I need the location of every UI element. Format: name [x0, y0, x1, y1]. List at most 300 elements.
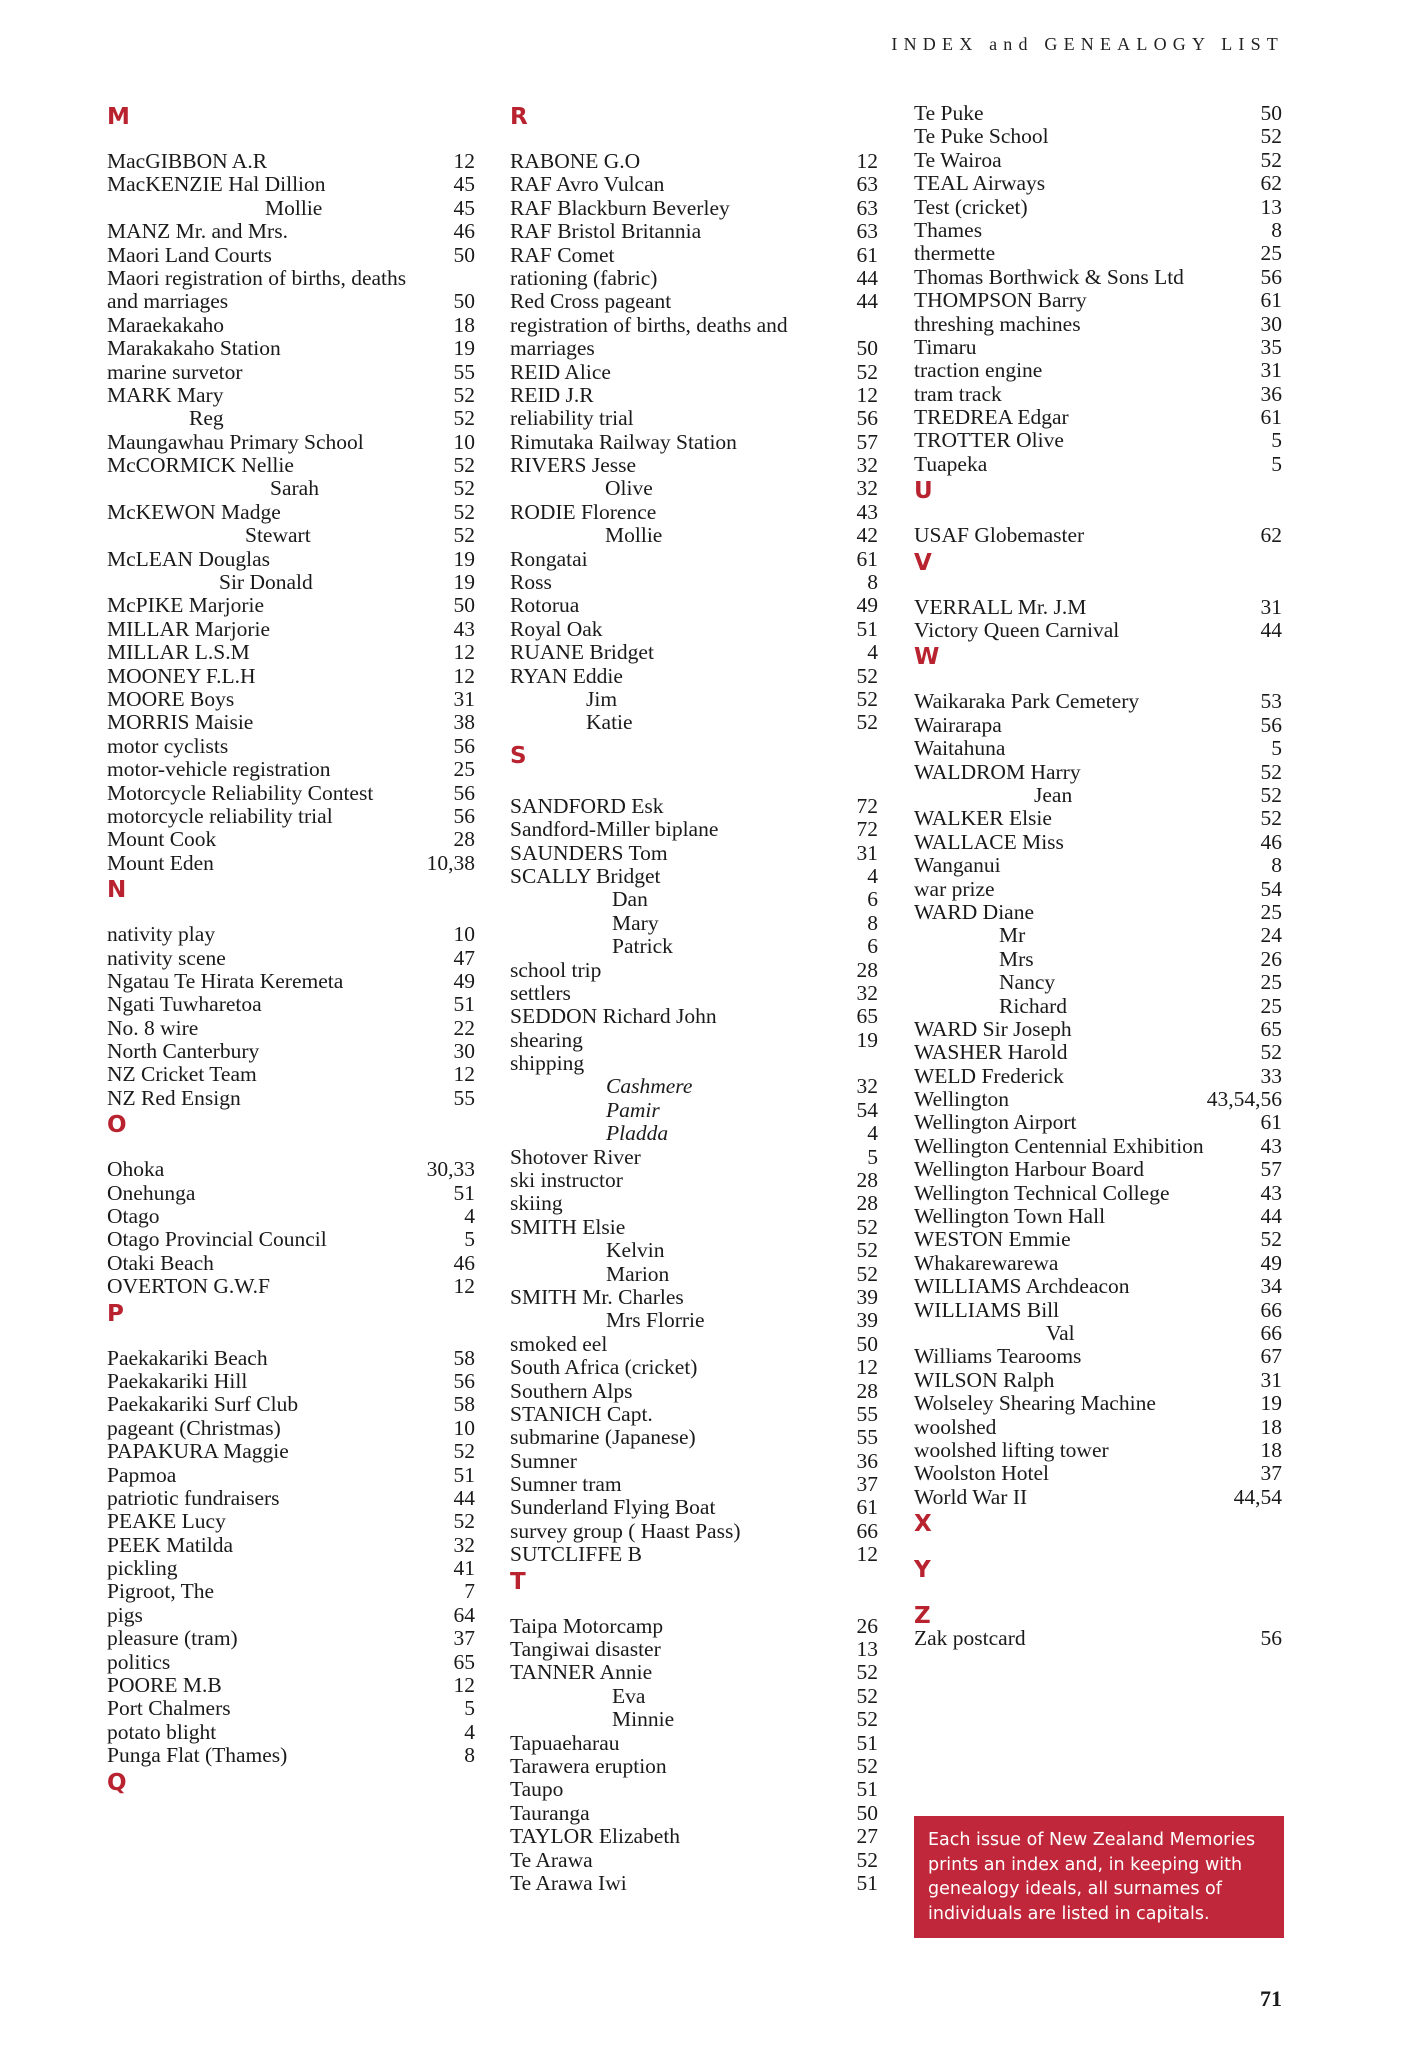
index-entry: [510, 548, 878, 571]
index-entry: [510, 1099, 878, 1122]
entry-pages: 43: [453, 616, 475, 641]
entry-pages: 61: [1260, 288, 1282, 313]
entry-pages: 56: [856, 406, 878, 431]
index-entry: [914, 737, 1282, 760]
entry-pages: 5: [464, 1227, 475, 1252]
index-entry: [914, 1627, 1282, 1650]
entry-pages: 44: [1260, 618, 1282, 643]
entry-pages: 50: [856, 1800, 878, 1825]
entry-pages: 32: [856, 980, 878, 1005]
entry-term: threshing machines: [914, 311, 1081, 336]
index-entry: [510, 1403, 878, 1426]
entry-pages: 41: [453, 1556, 475, 1581]
entry-term: nativity play: [107, 922, 216, 947]
entry-pages: 52: [856, 663, 878, 688]
entry-pages: 28: [856, 1191, 878, 1216]
entry-term: motor cyclists: [107, 733, 229, 758]
entry-pages: 52: [453, 1439, 475, 1464]
entry-term: ski instructor: [510, 1168, 623, 1193]
index-entry: [107, 1275, 475, 1298]
entry-pages: 50: [453, 289, 475, 314]
index-entry: [510, 1802, 878, 1825]
entry-pages: 55: [453, 1085, 475, 1110]
section-letter-z: Z: [914, 1603, 931, 1630]
entry-term: Thomas Borthwick & Sons Ltd: [914, 264, 1184, 289]
index-entry: [914, 1322, 1282, 1345]
entry-term: Te Wairoa: [914, 147, 1002, 172]
index-entry: [510, 1732, 878, 1755]
index-entry: [107, 1487, 475, 1510]
index-entry: [914, 313, 1282, 336]
entry-pages: 52: [1260, 782, 1282, 807]
index-entry: [914, 1065, 1282, 1088]
index-entry: [914, 948, 1282, 971]
index-entry: [914, 1299, 1282, 1322]
entry-pages: 8: [867, 570, 878, 595]
index-entry: [107, 1040, 475, 1063]
index-entry: [107, 337, 475, 360]
entry-term: submarine (Japanese): [510, 1425, 696, 1450]
section-letter-u: U: [914, 478, 933, 505]
entry-term: Dan: [612, 887, 648, 912]
entry-pages: 52: [1260, 147, 1282, 172]
entry-term: Papmoa: [107, 1462, 177, 1487]
index-entry: [510, 337, 878, 360]
entry-pages: 64: [453, 1602, 475, 1627]
entry-term: survey group ( Haast Pass): [510, 1518, 741, 1543]
entry-pages: 31: [1260, 358, 1282, 383]
entry-term: Marakakaho Station: [107, 336, 281, 361]
entry-term: Cashmere: [606, 1074, 693, 1099]
entry-pages: 52: [856, 1847, 878, 1872]
index-entry: [510, 1661, 878, 1684]
entry-term: Kelvin: [606, 1238, 665, 1263]
entry-pages: 30: [1260, 311, 1282, 336]
entry-term: Tapuaeharau: [510, 1730, 620, 1755]
index-entry: [510, 454, 878, 477]
entry-term: Olive: [605, 476, 653, 501]
index-entry: [510, 477, 878, 500]
entry-pages: 55: [856, 1401, 878, 1426]
entry-term: Katie: [586, 710, 633, 735]
entry-term: reliability trial: [510, 406, 634, 431]
entry-pages: 43,54,56: [1206, 1087, 1282, 1112]
entry-pages: 32: [856, 476, 878, 501]
entry-term: Punga Flat (Thames): [107, 1743, 288, 1768]
index-entry: [510, 641, 878, 664]
entry-term: Zak postcard: [914, 1626, 1026, 1651]
index-entry: [510, 1216, 878, 1239]
entry-pages: 28: [453, 827, 475, 852]
entry-term: Whakarewarewa: [914, 1250, 1059, 1275]
entry-pages: 28: [856, 1168, 878, 1193]
entry-term: McLEAN Douglas: [107, 546, 271, 571]
entry-pages: 28: [856, 1378, 878, 1403]
entry-term: Mount Cook: [107, 827, 217, 852]
entry-term: Mollie: [605, 523, 663, 548]
entry-term: Southern Alps: [510, 1378, 633, 1403]
index-entry: [914, 761, 1282, 784]
entry-term: patriotic fundraisers: [107, 1485, 280, 1510]
entry-term: tram track: [914, 381, 1002, 406]
index-entry: [107, 1347, 475, 1370]
index-entry: [107, 805, 475, 828]
entry-term: registration of births, deaths and: [510, 312, 788, 337]
index-entry: [914, 1111, 1282, 1134]
entry-pages: 8: [1271, 217, 1282, 242]
entry-pages: 49: [856, 593, 878, 618]
entry-term: motor-vehicle registration: [107, 757, 331, 782]
entry-term: WASHER Harold: [914, 1040, 1068, 1065]
entry-term: TEAL Airways: [914, 171, 1046, 196]
index-entry: [914, 524, 1282, 547]
entry-term: Wellington Harbour Board: [914, 1157, 1144, 1182]
entry-term: Tauranga: [510, 1800, 590, 1825]
index-entry: [510, 1708, 878, 1731]
index-entry: [510, 865, 878, 888]
index-entry: [107, 1063, 475, 1086]
entry-pages: 5: [1271, 428, 1282, 453]
entry-pages: 61: [856, 546, 878, 571]
index-entry: [914, 714, 1282, 737]
entry-term: MARK Mary: [107, 382, 224, 407]
entry-term: WARD Diane: [914, 899, 1035, 924]
entry-pages: 51: [453, 992, 475, 1017]
entry-term: WARD Sir Joseph: [914, 1016, 1072, 1041]
index-entry: [510, 594, 878, 617]
index-entry: [107, 1674, 475, 1697]
entry-pages: 56: [1260, 264, 1282, 289]
entry-pages: 22: [453, 1015, 475, 1040]
index-entry: [107, 524, 475, 547]
entry-pages: 52: [453, 382, 475, 407]
entry-term: Rotorua: [510, 593, 580, 618]
entry-term: WILSON Ralph: [914, 1367, 1055, 1392]
entry-pages: 55: [856, 1425, 878, 1450]
entry-term: Te Puke School: [914, 124, 1049, 149]
entry-term: smoked eel: [510, 1331, 608, 1356]
entry-pages: 13: [1260, 194, 1282, 219]
entry-pages: 12: [453, 149, 475, 173]
index-entry: [510, 665, 878, 688]
index-entry: [107, 431, 475, 454]
index-entry: [914, 406, 1282, 429]
entry-term: Te Puke: [914, 101, 984, 125]
entry-term: pickling: [107, 1556, 178, 1581]
index-entry: [914, 1088, 1282, 1111]
index-entry: [914, 831, 1282, 854]
entry-term: MILLAR Marjorie: [107, 616, 271, 641]
entry-pages: 61: [1260, 405, 1282, 430]
entry-term: Te Arawa: [510, 1847, 593, 1872]
entry-term: SCALLY Bridget: [510, 863, 661, 888]
entry-pages: 65: [453, 1649, 475, 1674]
entry-term: Mrs Florrie: [606, 1308, 705, 1333]
entry-pages: 39: [856, 1308, 878, 1333]
index-entry: [107, 947, 475, 970]
index-entry: [107, 501, 475, 524]
index-entry: [107, 1252, 475, 1275]
entry-pages: 51: [856, 616, 878, 641]
entry-term: politics: [107, 1649, 171, 1674]
index-entry: [107, 993, 475, 1016]
entry-pages: 66: [1260, 1320, 1282, 1345]
index-entry: [107, 361, 475, 384]
index-entry: [107, 244, 475, 267]
entry-term: Nancy: [999, 970, 1056, 995]
index-entry: [510, 1192, 878, 1215]
index-entry: [107, 758, 475, 781]
entry-term: Waitahuna: [914, 736, 1006, 761]
entry-pages: 10: [453, 429, 475, 454]
entry-term: TAYLOR Elizabeth: [510, 1824, 681, 1849]
entry-pages: 44: [453, 1485, 475, 1510]
index-entry: [914, 1416, 1282, 1439]
entry-pages: 12: [453, 1274, 475, 1299]
entry-term: TREDREA Edgar: [914, 405, 1069, 430]
index-entry: [914, 971, 1282, 994]
entry-pages: 50: [453, 242, 475, 267]
entry-pages: 52: [1260, 806, 1282, 831]
entry-term: McKEWON Madge: [107, 499, 281, 524]
index-entry: [914, 807, 1282, 830]
entry-pages: 12: [856, 1355, 878, 1380]
index-entry: [510, 571, 878, 594]
running-header: INDEX and GENEALOGY LIST: [891, 34, 1284, 54]
index-entry: [510, 1778, 878, 1801]
index-entry: [510, 1685, 878, 1708]
entry-pages: 44: [856, 289, 878, 314]
entry-pages: 5: [867, 1144, 878, 1169]
entry-pages: 33: [1260, 1063, 1282, 1088]
index-entry: [914, 1252, 1282, 1275]
index-entry: [914, 1205, 1282, 1228]
section-letter-m: M: [107, 104, 130, 130]
entry-pages: 31: [453, 686, 475, 711]
entry-term: Paekakariki Hill: [107, 1368, 248, 1393]
entry-term: pleasure (tram): [107, 1626, 238, 1651]
index-entry: [510, 244, 878, 267]
entry-term: Sunderland Flying Boat: [510, 1495, 716, 1520]
index-entry: [510, 888, 878, 911]
entry-term: SUTCLIFFE B: [510, 1542, 643, 1567]
entry-pages: 45: [453, 172, 475, 197]
entry-pages: 12: [856, 382, 878, 407]
entry-pages: 52: [1260, 1040, 1282, 1065]
index-entry: [107, 1017, 475, 1040]
entry-term: Ohoka: [107, 1157, 165, 1182]
entry-pages: 19: [856, 1027, 878, 1052]
page-number: 71: [1260, 1986, 1282, 2011]
entry-pages: 51: [453, 1462, 475, 1487]
entry-pages: 43: [1260, 1133, 1282, 1158]
entry-term: Otago: [107, 1204, 160, 1229]
index-entry: [914, 149, 1282, 172]
index-entry: [914, 1439, 1282, 1462]
entry-pages: 56: [453, 733, 475, 758]
entry-term: TROTTER Olive: [914, 428, 1064, 453]
index-entry: [510, 1356, 878, 1379]
index-entry: [914, 1486, 1282, 1509]
entry-term: Sumner: [510, 1448, 577, 1473]
entry-term: RABONE G.O: [510, 149, 641, 173]
entry-pages: 10,38: [426, 850, 475, 875]
index-entry: [510, 197, 878, 220]
index-entry: [107, 1228, 475, 1251]
entry-pages: 4: [464, 1204, 475, 1229]
entry-term: Mr: [999, 923, 1026, 948]
entry-pages: 52: [1260, 1227, 1282, 1252]
index-entry: [510, 431, 878, 454]
entry-pages: 52: [453, 453, 475, 478]
index-entry: [510, 1426, 878, 1449]
entry-pages: 47: [453, 945, 475, 970]
index-entry: [914, 596, 1282, 619]
entry-term: RAF Comet: [510, 242, 615, 267]
entry-pages: 44: [856, 265, 878, 290]
entry-term: RUANE Bridget: [510, 640, 654, 665]
index-column-2: [510, 102, 878, 1895]
index-entry: [107, 1370, 475, 1393]
index-entry: [914, 924, 1282, 947]
index-entry: [914, 1392, 1282, 1415]
index-entry: [107, 571, 475, 594]
entry-pages: 57: [856, 429, 878, 454]
index-entry: [914, 1041, 1282, 1064]
entry-term: and marriages: [107, 289, 229, 314]
entry-pages: 32: [856, 453, 878, 478]
index-entry: [107, 1534, 475, 1557]
entry-term: marriages: [510, 336, 595, 361]
entry-term: SEDDON Richard John: [510, 1004, 717, 1029]
entry-pages: 46: [453, 219, 475, 244]
index-entry: [510, 173, 878, 196]
entry-term: Wellington Town Hall: [914, 1204, 1106, 1229]
entry-term: WILLIAMS Archdeacon: [914, 1274, 1130, 1299]
entry-pages: 49: [453, 968, 475, 993]
index-entry: [510, 1309, 878, 1332]
entry-term: Waikaraka Park Cemetery: [914, 689, 1140, 714]
index-entry: [107, 1697, 475, 1720]
index-entry: [510, 1755, 878, 1778]
index-entry: [510, 384, 878, 407]
index-entry: [107, 1158, 475, 1181]
entry-term: traction engine: [914, 358, 1043, 383]
entry-term: SAUNDERS Tom: [510, 840, 668, 865]
index-entry: [107, 1182, 475, 1205]
entry-pages: 62: [1260, 171, 1282, 196]
entry-term: Taipa Motorcamp: [510, 1613, 664, 1638]
index-entry: [510, 1615, 878, 1638]
entry-term: Timaru: [914, 334, 977, 359]
entry-term: Rongatai: [510, 546, 588, 571]
entry-pages: 52: [856, 1707, 878, 1732]
entry-pages: 32: [856, 1074, 878, 1099]
entry-term: Ngatau Te Hirata Keremeta: [107, 968, 344, 993]
entry-pages: 25: [1260, 970, 1282, 995]
index-entry: [510, 1333, 878, 1356]
entry-pages: 52: [856, 1261, 878, 1286]
index-entry: [914, 1228, 1282, 1251]
entry-pages: 58: [453, 1392, 475, 1417]
index-entry: [510, 1638, 878, 1661]
entry-term: OVERTON G.W.F: [107, 1274, 270, 1299]
entry-term: Maraekakaho: [107, 312, 224, 337]
entry-term: Red Cross pageant: [510, 289, 672, 314]
genealogy-note-text: Each issue of New Zealand Memories prints an index and, in keeping with genealogy ideals, all surnames of individuals are listed in capitals.: [928, 1830, 1256, 1924]
entry-pages: 52: [856, 1238, 878, 1263]
entry-pages: 8: [464, 1743, 475, 1768]
entry-term: Reg: [189, 406, 224, 431]
entry-pages: 56: [453, 1368, 475, 1393]
entry-pages: 27: [856, 1824, 878, 1849]
entry-term: REID Alice: [510, 359, 611, 384]
entry-pages: 50: [1260, 101, 1282, 125]
entry-pages: 12: [453, 663, 475, 688]
index-entry: [107, 1510, 475, 1533]
entry-pages: 6: [867, 887, 878, 912]
entry-pages: 19: [1260, 1391, 1282, 1416]
entry-term: Williams Tearooms: [914, 1344, 1082, 1369]
index-entry: [510, 1849, 878, 1872]
index-entry: [107, 1604, 475, 1627]
entry-pages: 10: [453, 1415, 475, 1440]
entry-pages: 5: [1271, 451, 1282, 476]
index-entry: [510, 1473, 878, 1496]
entry-term: Wairarapa: [914, 712, 1002, 737]
entry-term: RIVERS Jesse: [510, 453, 637, 478]
entry-pages: 55: [453, 359, 475, 384]
index-entry: [914, 383, 1282, 406]
entry-term: RODIE Florence: [510, 499, 657, 524]
entry-term: TANNER Annie: [510, 1660, 653, 1685]
entry-pages: 56: [1260, 1626, 1282, 1651]
entry-term: Mollie: [265, 195, 323, 220]
entry-pages: 12: [856, 1542, 878, 1567]
entry-term: Otago Provincial Council: [107, 1227, 327, 1252]
entry-term: Victory Queen Carnival: [914, 618, 1120, 643]
entry-pages: 5: [464, 1696, 475, 1721]
entry-term: RYAN Eddie: [510, 663, 623, 688]
index-entry: [914, 1369, 1282, 1392]
entry-pages: 6: [867, 934, 878, 959]
index-entry: [914, 854, 1282, 877]
entry-term: Mary: [612, 910, 659, 935]
entry-pages: 25: [1260, 241, 1282, 266]
entry-pages: 51: [856, 1730, 878, 1755]
index-entry: [914, 1275, 1282, 1298]
entry-term: WALKER Elsie: [914, 806, 1052, 831]
index-entry: [914, 453, 1282, 476]
entry-term: woolshed: [914, 1414, 997, 1439]
index-entry: [107, 735, 475, 758]
index-entry: [510, 1872, 878, 1895]
index-entry: [914, 1018, 1282, 1041]
index-entry: [510, 361, 878, 384]
index-entry: [914, 196, 1282, 219]
index-entry: [510, 1146, 878, 1169]
entry-term: Otaki Beach: [107, 1250, 214, 1275]
entry-pages: 26: [856, 1613, 878, 1638]
index-entry: [107, 1393, 475, 1416]
entry-pages: 46: [453, 1250, 475, 1275]
entry-pages: 26: [1260, 946, 1282, 971]
index-entry: [510, 1380, 878, 1403]
entry-term: Taupo: [510, 1777, 564, 1802]
entry-pages: 72: [856, 793, 878, 818]
index-entry: [914, 784, 1282, 807]
entry-term: MOONEY F.L.H: [107, 663, 256, 688]
